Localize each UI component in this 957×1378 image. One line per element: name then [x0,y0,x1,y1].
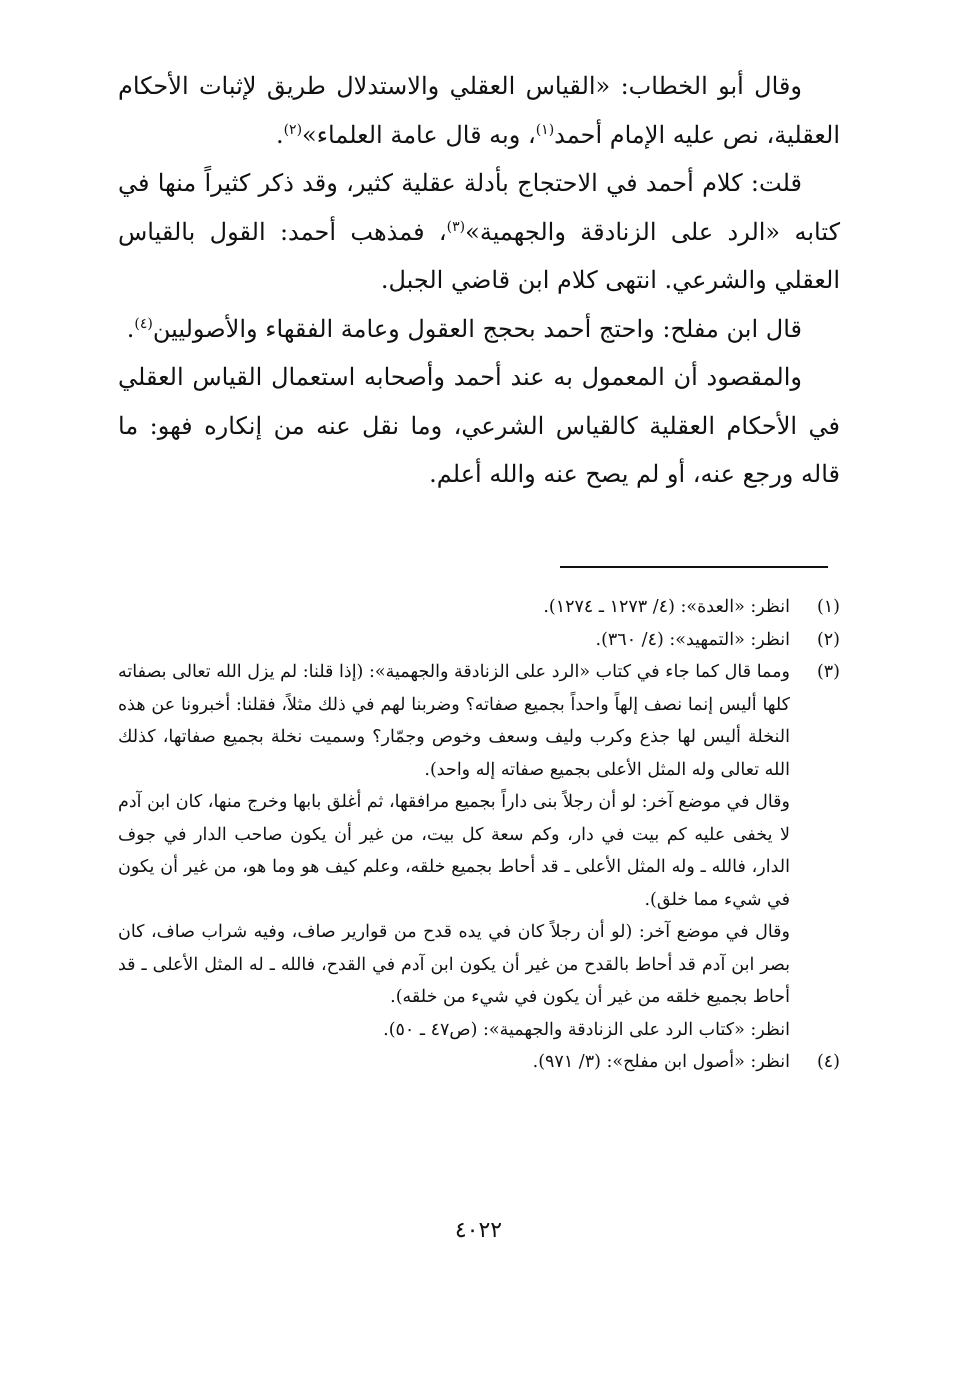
footnote-2 [118,624,840,657]
paragraph-text: قلت: كلام أحمد في الاحتجاج بأدلة عقلية كثير، وقد ذكر كثيراً منها في كتابه «الرد على الزنادقة والجهمية» [118,169,840,246]
footnote-separator [560,566,828,568]
footnote-text: وقال في موضع آخر: لو أن رجلاً بنى داراً بجميع مرافقها، ثم أغلق بابها وخرج منها، كان ابن آدم لا يخفى عليه كم بيت في دار، وكم سعة كل بيت، من غير أن يكون صاحب الدار في جوف الدار، فالله ـ وله المثل الأعلى ـ قد أحاط بجميع خلقه، وعلم كيف هو وما هو، من غير أن يكون في شيء مما خلق). [118,792,790,910]
paragraph-text: قال ابن مفلح: واحتج أحمد بحجج العقول وعامة الفقهاء والأصوليين [152,314,802,343]
paragraph-abu-al-khattab [118,62,840,159]
paragraph-text: ، فمذهب أحمد: القول بالقياس العقلي والشرعي. انتهى كلام ابن قاضي الجبل. [118,217,840,294]
paragraph-qultu [118,159,840,305]
paragraph-text: . [275,120,284,149]
paragraph-conclusion [118,353,840,499]
footnote-ref-1[interactable]: (١) [535,121,555,138]
footnote-number: (٢) [816,629,840,650]
footnote-text: وقال في موضع آخر: (لو أن رجلاً كان في يده قدح من قوارير صاف، وفيه شراب صاف، كان بصر ابن آدم قد أحاط بالقدح من غير أن يكون ابن آدم في القدح، فالله ـ له المثل الأعلى ـ قد أحاط بجميع خلقه من غير أن يكون في شيء من خلقه). [118,922,790,1007]
footnote-text: انظر: «التمهيد»: (٤/ ٣٦٠). [595,629,790,650]
footnotes [118,591,840,1079]
footnote-3 [118,656,840,1046]
footnote-number: (٣) [816,662,840,682]
paragraph-text: وقال أبو الخطاب: «القياس العقلي والاستدلال طريق لإثبات الأحكام العقلية، نص عليه الإمام أحمد [118,72,840,149]
main-text [118,62,840,499]
page-number: ٤٠٢٢ [454,1218,503,1243]
paragraph-text: والمقصود أن المعمول به عند أحمد وأصحابه استعمال القياس العقلي في الأحكام العقلية كالقياس الشرعي، وما نقل عنه من إنكاره فهو: ما قاله ورجع عنه، أو لم يصح عنه والله أعلم. [118,363,840,488]
footnote-ref-2[interactable]: (٢) [283,121,303,138]
paragraph-text: ، وبه قال عامة العلماء» [302,120,536,149]
footnote-number: (٤) [816,1052,840,1072]
footnote-ref-3[interactable]: (٣) [446,218,466,235]
footnote-ref-4[interactable]: (٤) [134,315,153,332]
footnote-1 [118,591,840,624]
footnote-text: انظر: «أصول ابن مفلح»: (٣/ ٩٧١). [532,1052,790,1072]
paragraph-text: . [126,314,135,343]
paragraph-ibn-muflih [118,305,840,354]
footnote-4 [118,1046,840,1079]
footnote-text: انظر: «العدة»: (٤/ ١٢٧٣ ـ ١٢٧٤). [543,597,790,617]
footnote-text: ومما قال كما جاء في كتاب «الرد على الزنادقة والجهمية»: (إذا قلنا: لم يزل الله تعالى بصفاته كلها أليس إنما نصف إلهاً واحداً بجميع صفاته؟ وضربنا لهم في ذلك مثلاً، فقلنا: أخبرونا عن هذه النخلة أليس لها جذع وكرب وليف وسعف وخوص وجمّار؟ وسميت نخلة بجميع صفاتها، كذلك الله تعالى وله المثل الأعلى بجميع صفاته إله واحد). [118,662,790,780]
footnote-text: انظر: «كتاب الرد على الزنادقة والجهمية»: (ص٤٧ ـ ٥٠). [383,1019,790,1040]
footnote-number: (١) [816,597,840,617]
